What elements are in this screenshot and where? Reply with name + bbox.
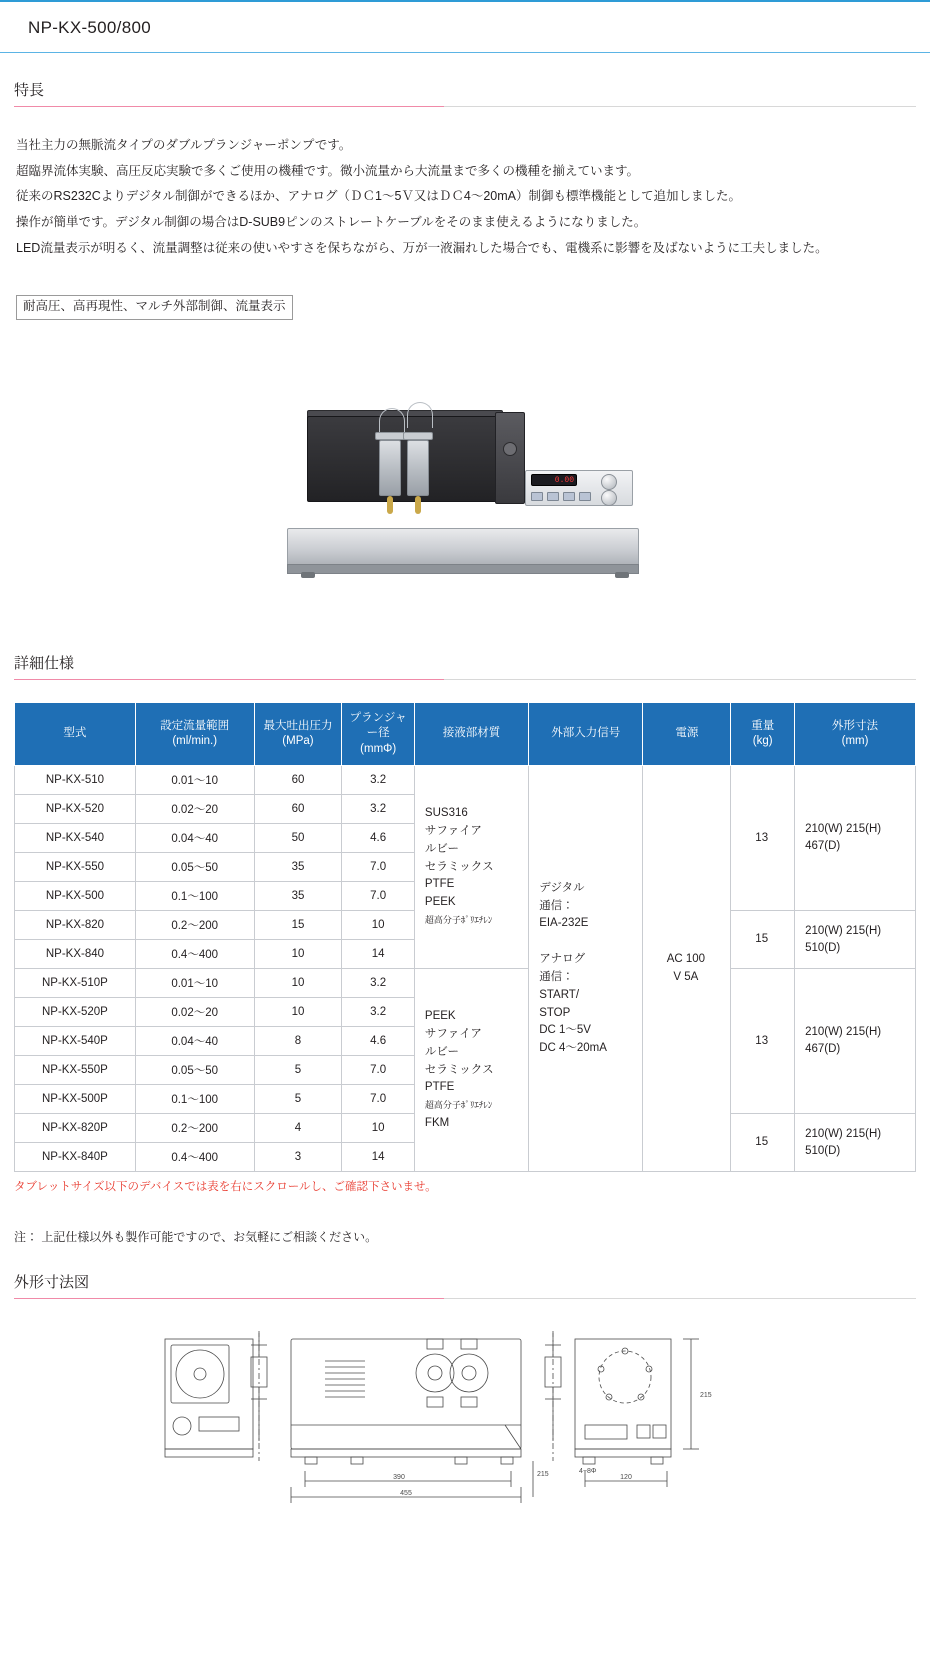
cell-model: NP-KX-820P	[15, 1114, 136, 1143]
col-model-l1: 型式	[63, 727, 87, 740]
feature-line-5: LED流量表示が明るく、流量調整は従来の使いやすさを保ちながら、万が一液漏れした場合でも、電機系に影響を及ばないように工夫しました。	[16, 240, 828, 255]
dim3-l2: 467(D)	[805, 1043, 841, 1056]
cell-model: NP-KX-510	[15, 766, 136, 795]
col-flow-l1: 設定流量範囲	[160, 719, 230, 732]
pump-button-1	[531, 492, 543, 501]
feature-line-4: 操作が簡単です。デジタル制御の場合はD-SUB9ピンのストレートケーブルをそのまま使えるようになりました。	[16, 214, 647, 229]
spec-heading: 詳細仕様	[14, 654, 75, 672]
foot-2	[351, 1457, 363, 1464]
col-dim-l1: 外形寸法	[832, 719, 879, 732]
cell-pressure: 35	[254, 882, 342, 911]
spec-table-header-row	[15, 702, 916, 766]
mat1-l3: ルビー	[424, 842, 459, 855]
mat1-l4: セラミックス	[424, 860, 494, 873]
top-view-base	[291, 1449, 521, 1457]
inlet-right	[461, 1339, 477, 1349]
dimension-drawing-svg	[155, 1321, 775, 1511]
pump-base-front	[287, 564, 639, 574]
sig-l8: STOP	[539, 1006, 571, 1019]
cell-model: NP-KX-840	[15, 940, 136, 969]
cell-plunger: 3.2	[342, 998, 415, 1027]
col-external-signal	[529, 702, 643, 766]
dim1-l1: 210(W) 215(H)	[805, 823, 882, 836]
cell-model: NP-KX-500P	[15, 1085, 136, 1114]
features-text	[14, 111, 916, 261]
mat1-l5: PTFE	[424, 878, 455, 891]
pump-tube-left	[379, 408, 405, 434]
vent-slots	[325, 1361, 365, 1397]
cell-model: NP-KX-520P	[15, 998, 136, 1027]
side-button-1	[637, 1425, 650, 1438]
col-power-l1: 電源	[675, 727, 699, 740]
sig-l5: アナログ	[539, 953, 586, 966]
cell-plunger: 14	[342, 1143, 415, 1172]
foot-3	[455, 1457, 467, 1464]
pump-knob-1	[601, 474, 617, 490]
pump-drain-right	[415, 496, 421, 514]
cell-dimensions-3	[795, 969, 916, 1114]
cell-plunger: 3.2	[342, 795, 415, 824]
dim-label-4-8phi: 4−8Φ	[579, 1468, 597, 1476]
cell-power	[643, 766, 731, 1172]
col-weight	[731, 702, 795, 766]
dim2-l1: 210(W) 215(H)	[805, 924, 882, 937]
cell-weight-4: 15	[731, 1114, 795, 1172]
pump-base-plate	[287, 528, 639, 566]
col-weight-l2: (kg)	[752, 735, 773, 748]
col-wetted-material	[414, 702, 528, 766]
cell-pressure: 35	[254, 853, 342, 882]
outlet-left	[427, 1397, 443, 1407]
connector-round	[173, 1417, 191, 1435]
cell-model: NP-KX-540P	[15, 1027, 136, 1056]
dim-label-215-left: 215	[537, 1471, 549, 1479]
pump-foot-left	[301, 572, 315, 578]
cell-flow: 0.04〜40	[135, 1027, 254, 1056]
col-dim-l2: (mm)	[841, 735, 869, 748]
cell-flow: 0.2〜200	[135, 911, 254, 940]
cell-model: NP-KX-540	[15, 824, 136, 853]
features-heading-rule	[14, 106, 916, 107]
side-foot-1	[583, 1457, 595, 1464]
pump-button-4	[579, 492, 591, 501]
feature-line-1: 当社主力の無脈流タイプのダブルプランジャーポンプです。	[16, 138, 352, 152]
cell-pressure: 50	[254, 824, 342, 853]
page-title: NP-KX-500/800	[28, 18, 151, 37]
cell-model: NP-KX-840P	[15, 1143, 136, 1172]
cell-pressure: 60	[254, 795, 342, 824]
cell-pressure: 10	[254, 998, 342, 1027]
side-display	[585, 1425, 627, 1439]
dim1-l2: 467(D)	[805, 840, 841, 853]
scroll-note: タブレットサイズ以下のデバイスでは表を右にスクロールし、ご確認下さいませ。	[14, 1181, 437, 1194]
cell-pressure: 5	[254, 1085, 342, 1114]
col-plunger-l2: (mmΦ)	[360, 742, 397, 755]
cell-pressure: 3	[254, 1143, 342, 1172]
cell-flow: 0.4〜400	[135, 940, 254, 969]
pump-head-left	[379, 440, 401, 496]
cell-flow: 0.05〜50	[135, 1056, 254, 1085]
dimension-drawing	[0, 1303, 930, 1531]
col-flow-l2: (ml/min.)	[172, 735, 218, 748]
pump-led-display: 0.00	[531, 474, 577, 486]
fan-circle	[176, 1350, 224, 1398]
features-section	[0, 53, 930, 320]
pump-body	[307, 416, 503, 502]
mat2-l1: PEEK	[424, 1010, 456, 1023]
pump-head-right	[407, 440, 429, 496]
cell-plunger: 7.0	[342, 1085, 415, 1114]
cell-flow: 0.4〜400	[135, 1143, 254, 1172]
corner-bevel	[505, 1425, 521, 1449]
drawing-heading-rule	[14, 1298, 916, 1299]
front-base	[165, 1449, 253, 1457]
sig-l1: デジタル	[539, 881, 585, 894]
sig-l3: EIA-232E	[539, 917, 589, 930]
cell-flow: 0.2〜200	[135, 1114, 254, 1143]
cell-model: NP-KX-550P	[15, 1056, 136, 1085]
col-pressure-l2: (MPa)	[282, 735, 314, 748]
outlet-right	[461, 1397, 477, 1407]
fan-hub	[194, 1368, 206, 1380]
cell-flow: 0.02〜20	[135, 998, 254, 1027]
dim-label-390: 390	[393, 1474, 405, 1482]
mat1-l6: PEEK	[424, 896, 456, 909]
cell-model: NP-KX-520	[15, 795, 136, 824]
pump-head-top-left	[416, 1354, 454, 1392]
fan-guard	[171, 1345, 229, 1403]
cell-pressure: 15	[254, 911, 342, 940]
pump-cap-right	[403, 432, 433, 440]
sig-l2: 通信：	[539, 899, 574, 912]
cell-plunger: 4.6	[342, 824, 415, 853]
mat2-l4: セラミックス	[424, 1063, 494, 1076]
dim-label-120: 120	[620, 1474, 632, 1482]
cell-material-group-1	[414, 766, 528, 969]
top-view-outline	[291, 1339, 521, 1449]
features-heading: 特長	[14, 82, 45, 99]
table-row	[15, 766, 916, 795]
feature-line-3: 従来のRS232Cよりデジタル制御ができるほか、アナログ（ＤＣ1〜5Ｖ又はＤＣ4〜20mA）制御も標準機能として追加しました。	[16, 189, 742, 204]
pump-button-3	[563, 492, 575, 501]
cell-plunger: 10	[342, 911, 415, 940]
pump-body-side	[495, 412, 525, 504]
cell-flow: 0.04〜40	[135, 824, 254, 853]
cell-flow: 0.1〜100	[135, 1085, 254, 1114]
mat1-l7: 超高分子ﾎﾟﾘｴﾁﾚﾝ	[424, 914, 493, 925]
dim4-l1: 210(W) 215(H)	[805, 1127, 882, 1140]
col-pressure-l1: 最大吐出圧力	[263, 719, 333, 732]
foot-4	[501, 1457, 513, 1464]
power-l1: AC 100	[666, 953, 706, 966]
cell-flow: 0.01〜10	[135, 969, 254, 998]
pump-tube-right	[407, 402, 433, 428]
cell-plunger: 10	[342, 1114, 415, 1143]
mat2-l5: PTFE	[424, 1081, 455, 1094]
dim2-l2: 510(D)	[805, 941, 841, 954]
cell-plunger: 7.0	[342, 882, 415, 911]
col-outer-dimensions	[795, 702, 916, 766]
spec-table-wrap	[0, 684, 930, 1173]
table-row	[15, 969, 916, 998]
cell-plunger: 7.0	[342, 853, 415, 882]
cell-model: NP-KX-500	[15, 882, 136, 911]
pump-illustration	[279, 398, 651, 574]
power-l2: V 5A	[673, 970, 699, 983]
cell-pressure: 5	[254, 1056, 342, 1085]
mat2-l6: 超高分子ﾎﾟﾘｴﾁﾚﾝ	[424, 1100, 493, 1111]
drawing-section	[0, 1245, 930, 1299]
pump-cap-left	[375, 432, 405, 440]
col-max-pressure	[254, 702, 342, 766]
sig-l9: DC 1〜5V	[539, 1024, 591, 1037]
dim-label-455: 455	[400, 1490, 412, 1498]
pump-head-top-right	[450, 1354, 488, 1392]
feature-line-2: 超臨界流体実験、高圧反応実験で多くご使用の機種です。微小流量から大流量まで多くの機種を揃えています。	[16, 163, 640, 178]
sig-l6: 通信：	[539, 970, 574, 983]
col-plunger-l1: プランジャー径	[349, 711, 407, 740]
cell-dimensions-1	[795, 766, 916, 911]
col-flow-range	[135, 702, 254, 766]
mat2-l7: FKM	[424, 1116, 450, 1129]
col-power	[643, 702, 731, 766]
inlet-left	[427, 1339, 443, 1349]
cell-material-group-2	[414, 969, 528, 1172]
cell-pressure: 8	[254, 1027, 342, 1056]
cell-plunger: 3.2	[342, 969, 415, 998]
col-material-l1: 接液部材質	[442, 727, 501, 740]
spec-footnote: 注： 上記仕様以外も製作可能ですので、お気軽にご相談ください。	[14, 1230, 378, 1245]
sig-l7: START/	[539, 988, 580, 1001]
pump-knob-2	[601, 490, 617, 506]
keyword-badge: 耐高圧、高再現性、マルチ外部制御、流量表示	[16, 295, 293, 320]
cell-pressure: 10	[254, 940, 342, 969]
pump-side-dial-icon	[503, 442, 517, 456]
col-model	[15, 702, 136, 766]
connector-rect	[199, 1417, 239, 1431]
side-view-outline	[575, 1339, 671, 1449]
cell-plunger: 7.0	[342, 1056, 415, 1085]
col-weight-l1: 重量	[751, 719, 775, 732]
cell-external-signal	[529, 766, 643, 1172]
side-view-base	[575, 1449, 671, 1457]
dim-label-215-right: 215	[700, 1392, 712, 1400]
mat2-l3: ルビー	[424, 1045, 459, 1058]
cell-pressure: 4	[254, 1114, 342, 1143]
foot-1	[305, 1457, 317, 1464]
cell-plunger: 4.6	[342, 1027, 415, 1056]
cell-model: NP-KX-820	[15, 911, 136, 940]
cell-flow: 0.1〜100	[135, 882, 254, 911]
sig-l10: DC 4〜20mA	[539, 1042, 607, 1055]
cell-flow: 0.05〜50	[135, 853, 254, 882]
cell-dimensions-2	[795, 911, 916, 969]
front-view-outline	[165, 1339, 253, 1449]
spec-heading-rule	[14, 679, 916, 680]
cell-plunger: 14	[342, 940, 415, 969]
spec-table	[14, 702, 916, 1173]
cell-flow: 0.01〜10	[135, 766, 254, 795]
pump-button-2	[547, 492, 559, 501]
mat1-l1: SUS316	[424, 807, 468, 820]
cell-pressure: 60	[254, 766, 342, 795]
dim3-l1: 210(W) 215(H)	[805, 1026, 882, 1039]
cell-pressure: 10	[254, 969, 342, 998]
cell-plunger: 3.2	[342, 766, 415, 795]
col-plunger-dia	[342, 702, 415, 766]
cell-weight-2: 15	[731, 911, 795, 969]
cell-weight-3: 13	[731, 969, 795, 1114]
cell-dimensions-4	[795, 1114, 916, 1172]
pump-drain-left	[387, 496, 393, 514]
mat2-l2: サファイア	[424, 1027, 482, 1040]
spec-section	[0, 626, 930, 680]
col-signal-l1: 外部入力信号	[551, 727, 621, 740]
drawing-heading: 外形寸法図	[14, 1274, 90, 1292]
cell-weight-1: 13	[731, 766, 795, 911]
cell-flow: 0.02〜20	[135, 795, 254, 824]
cell-model: NP-KX-550	[15, 853, 136, 882]
dim4-l2: 510(D)	[805, 1144, 841, 1157]
pump-foot-right	[615, 572, 629, 578]
product-photo	[0, 346, 930, 626]
side-foot-2	[651, 1457, 663, 1464]
mat1-l2: サファイア	[424, 824, 482, 837]
cell-model: NP-KX-510P	[15, 969, 136, 998]
side-button-2	[653, 1425, 666, 1438]
